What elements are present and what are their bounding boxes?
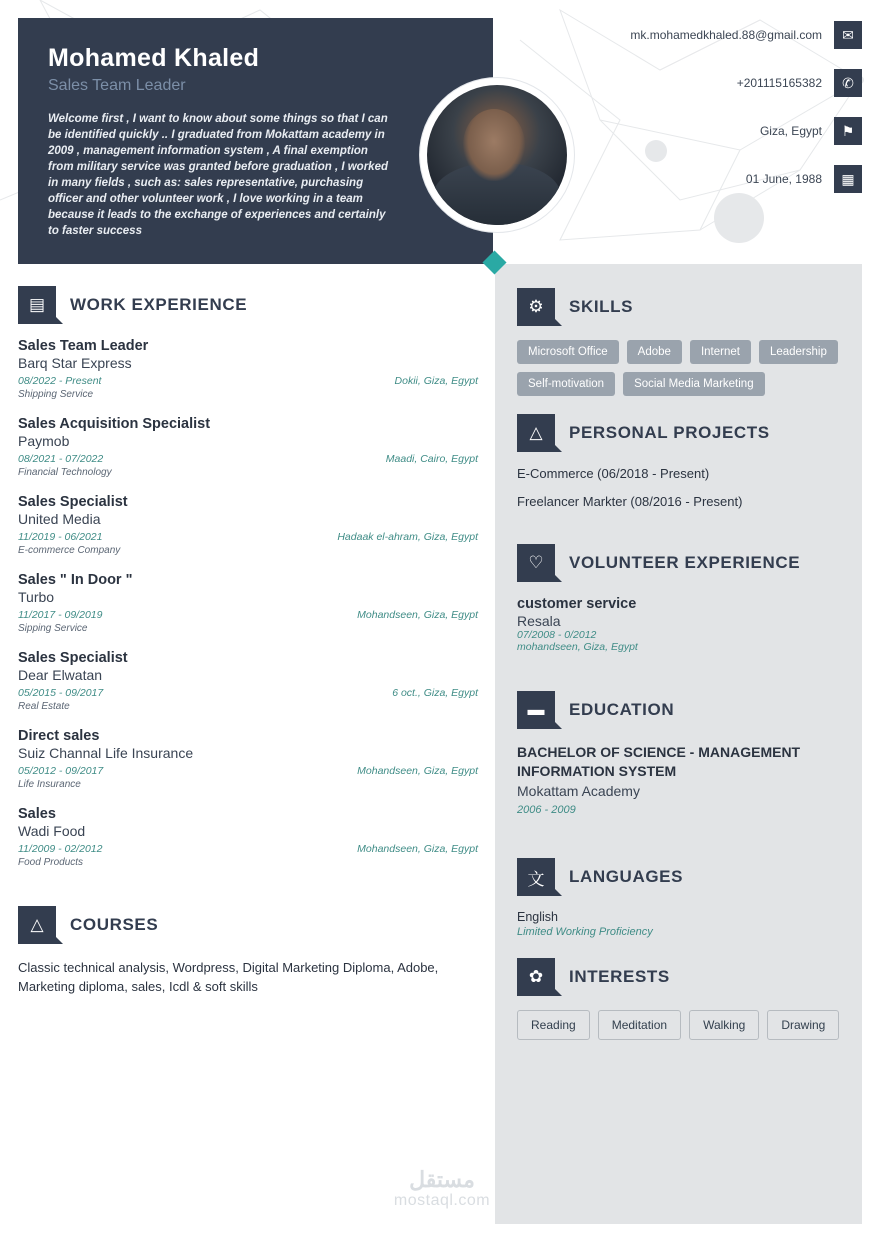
personal-projects-list <box>517 466 840 509</box>
section-header-skills <box>517 288 840 326</box>
section-header-education <box>517 691 840 729</box>
job-entry <box>18 338 478 400</box>
contact-item-location <box>532 112 862 150</box>
job-location: Dokii, Giza, Egypt <box>394 375 478 387</box>
interests-list <box>517 1010 840 1040</box>
section-header-volunteer-experience <box>517 544 840 582</box>
interest-chip: Walking <box>689 1010 759 1040</box>
briefcase-icon: ▤ <box>18 286 56 324</box>
contact-location-text: Giza, Egypt <box>759 124 822 138</box>
job-organization: Wadi Food <box>18 823 86 839</box>
watermark-arabic: مستقل <box>409 1167 475 1192</box>
section-title-personal-projects: PERSONAL PROJECTS <box>569 423 770 442</box>
job-location: Mohandseen, Giza, Egypt <box>357 609 478 621</box>
language-entry <box>517 910 840 938</box>
job-dates: 08/2021 - 07/2022 <box>18 453 104 465</box>
job-location: Hadaak el-ahram, Giza, Egypt <box>337 531 478 543</box>
job-note: Shipping Service <box>18 389 94 400</box>
job-note: Financial Technology <box>18 467 112 478</box>
section-title-work-experience: WORK EXPERIENCE <box>70 295 248 314</box>
right-column <box>495 264 862 1224</box>
profile-summary: Welcome first , I want to know about some things so that I can be identified quickly .. I graduated from Mokattam academy in 2009 , management information system , A final exemption from military service was granted before graduation , I worked in many fields , such as: sales representative, purchasing officer and other volunteer work , I love working in a team because it leads to the exchange of experiences and certainly to faster success <box>48 113 388 237</box>
job-organization: Barq Star Express <box>18 355 132 371</box>
section-header-languages <box>517 858 840 896</box>
job-note: Sipping Service <box>18 623 88 634</box>
section-title-skills: SKILLS <box>569 297 634 316</box>
contact-item-birthdate <box>532 160 862 198</box>
education-entry <box>517 743 840 816</box>
project-item: Freelancer Markter (08/2016 - Present) <box>517 494 743 509</box>
job-dates: 11/2009 - 02/2012 <box>18 843 103 855</box>
avatar <box>420 78 574 232</box>
job-title: Sales Acquisition Specialist <box>18 416 211 432</box>
job-title: Sales " In Door " <box>18 572 133 588</box>
job-dates: 11/2017 - 09/2019 <box>18 609 103 621</box>
avatar-photo <box>427 85 567 225</box>
volunteer-dates: 07/2008 - 0/2012 <box>517 629 597 641</box>
bulb-icon: ✿ <box>517 958 555 996</box>
section-title-interests: INTERESTS <box>569 967 670 986</box>
skill-chip: Leadership <box>759 340 838 364</box>
job-title: Direct sales <box>18 728 100 744</box>
section-header-courses <box>18 906 478 944</box>
job-dates: 05/2015 - 09/2017 <box>18 687 104 699</box>
work-experience-list <box>18 338 478 868</box>
section-title-courses: COURSES <box>70 915 159 934</box>
gauge-icon: ⚙ <box>517 288 555 326</box>
volunteer-location: mohandseen, Giza, Egypt <box>517 641 638 653</box>
page-title: Mohamed Khaled <box>48 44 260 72</box>
compass-icon: △ <box>517 414 555 452</box>
job-entry <box>18 416 478 478</box>
job-entry <box>18 494 478 556</box>
volunteer-title: customer service <box>517 596 637 612</box>
education-dates: 2006 - 2009 <box>517 804 576 816</box>
job-note: Food Products <box>18 857 84 868</box>
job-organization: Paymob <box>18 433 70 449</box>
job-dates: 08/2022 - Present <box>18 375 102 387</box>
section-header-personal-projects <box>517 414 840 452</box>
language-name: English <box>517 910 558 924</box>
section-header-work-experience <box>18 286 478 324</box>
location-pin-icon: ⚑ <box>834 117 862 145</box>
watermark-latin: mostaql.com <box>393 1192 491 1209</box>
skill-chip: Self-motivation <box>517 372 615 396</box>
interest-chip: Reading <box>517 1010 590 1040</box>
job-title: Sales Team Leader <box>18 338 149 354</box>
skill-chip: Social Media Marketing <box>623 372 765 396</box>
contact-item-email <box>532 16 862 54</box>
contact-email-text: mk.mohamedkhaled.88@gmail.com <box>630 28 822 42</box>
project-item: E-Commerce (06/2018 - Present) <box>517 466 710 481</box>
left-column <box>18 286 478 996</box>
interest-chip: Drawing <box>767 1010 839 1040</box>
skill-chip: Microsoft Office <box>517 340 619 364</box>
contact-item-phone <box>532 64 862 102</box>
section-title-education: EDUCATION <box>569 700 675 719</box>
skill-chip: Internet <box>690 340 751 364</box>
job-location: Mohandseen, Giza, Egypt <box>357 843 478 855</box>
job-entry <box>18 650 478 712</box>
contact-phone-text: +201115165382 <box>736 76 822 90</box>
job-entry <box>18 728 478 790</box>
job-note: Real Estate <box>18 701 70 712</box>
envelope-icon: ✉ <box>834 21 862 49</box>
job-location: 6 oct., Giza, Egypt <box>392 687 478 699</box>
job-title: Sales Specialist <box>18 650 128 666</box>
volunteer-entry <box>517 596 840 653</box>
heart-hand-icon: ♡ <box>517 544 555 582</box>
education-degree: BACHELOR OF SCIENCE - MANAGEMENT INFORMATION SYSTEM <box>517 744 801 779</box>
section-title-volunteer-experience: VOLUNTEER EXPERIENCE <box>569 553 801 572</box>
graduation-cap-icon: ▬ <box>517 691 555 729</box>
interest-chip: Meditation <box>598 1010 681 1040</box>
job-location: Maadi, Cairo, Egypt <box>385 453 478 465</box>
job-dates: 05/2012 - 09/2017 <box>18 765 104 777</box>
section-title-languages: LANGUAGES <box>569 867 684 886</box>
phone-icon: ✆ <box>834 69 862 97</box>
contact-list <box>532 16 862 208</box>
job-organization: Dear Elwatan <box>18 667 103 683</box>
job-role-subtitle: Sales Team Leader <box>48 77 186 94</box>
job-note: E-commerce Company <box>18 545 121 556</box>
section-header-interests <box>517 958 840 996</box>
job-entry <box>18 806 478 868</box>
job-location: Mohandseen, Giza, Egypt <box>357 765 478 777</box>
skills-list <box>517 340 840 396</box>
translate-icon: 文 <box>517 858 555 896</box>
compass-icon: △ <box>18 906 56 944</box>
job-organization: United Media <box>18 511 101 527</box>
job-dates: 11/2019 - 06/2021 <box>18 531 103 543</box>
job-organization: Turbo <box>18 589 55 605</box>
job-organization: Suiz Channal Life Insurance <box>18 745 194 761</box>
job-title: Sales Specialist <box>18 494 128 510</box>
courses-text: Classic technical analysis, Wordpress, Digital Marketing Diploma, Adobe, Marketing diploma, sales, Icdl & soft skills <box>18 960 439 994</box>
job-entry <box>18 572 478 634</box>
contact-birthdate-text: 01 June, 1988 <box>745 172 822 186</box>
volunteer-organization: Resala <box>517 613 561 629</box>
calendar-icon: ▦ <box>834 165 862 193</box>
language-level: Limited Working Proficiency <box>517 926 653 938</box>
job-title: Sales <box>18 806 56 822</box>
education-school: Mokattam Academy <box>517 783 640 799</box>
job-note: Life Insurance <box>18 779 81 790</box>
skill-chip: Adobe <box>627 340 682 364</box>
